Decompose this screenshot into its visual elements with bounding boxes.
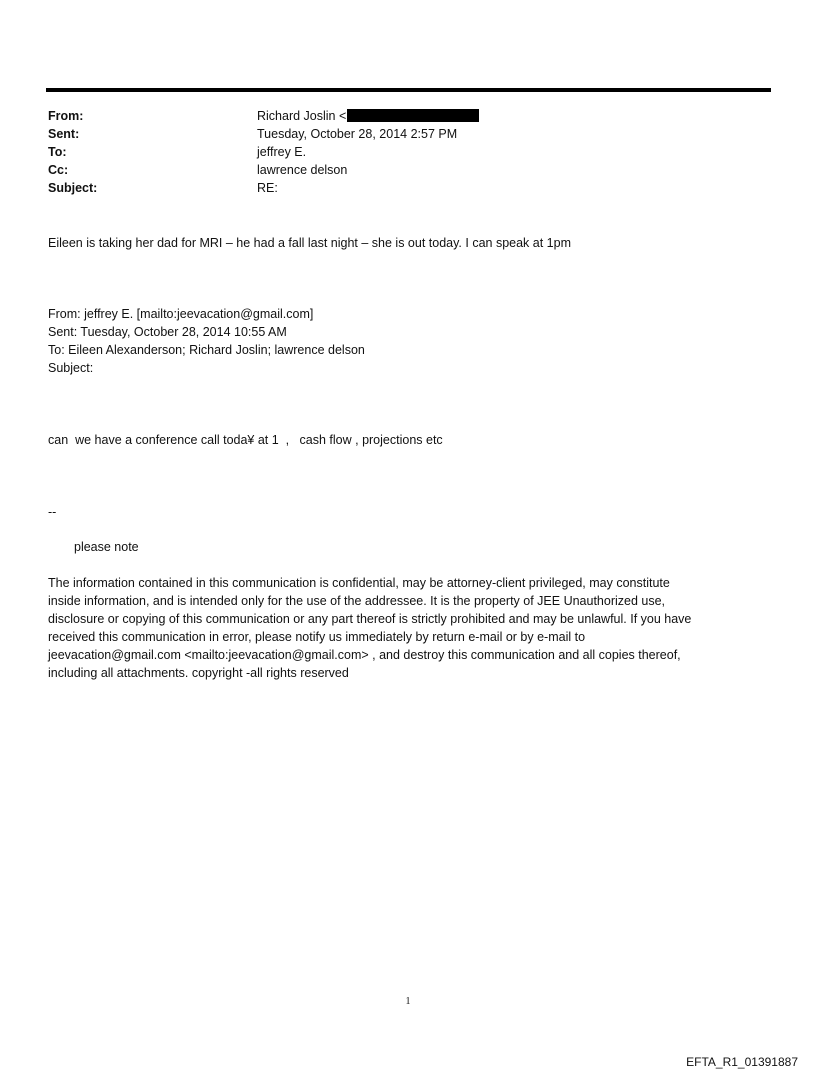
quoted-body: can we have a conference call toda¥ at 1 , cash flow , projections etc	[48, 433, 443, 447]
from-label: From:	[48, 109, 84, 123]
to-label: To:	[48, 145, 67, 159]
quoted-sent: Sent: Tuesday, October 28, 2014 10:55 AM	[48, 325, 287, 339]
subject-label: Subject:	[48, 181, 98, 195]
redaction-box	[347, 109, 479, 122]
subject-value: RE:	[257, 181, 278, 195]
from-name: Richard Joslin <	[257, 109, 347, 123]
quoted-to: To: Eileen Alexanderson; Richard Joslin; lawrence delson	[48, 343, 365, 357]
quoted-subject: Subject:	[48, 361, 94, 375]
reply-body: Eileen is taking her dad for MRI – he had a fall last night – she is out today. I can speak at 1pm	[48, 236, 571, 250]
from-row	[48, 107, 748, 125]
disclaimer-text: The information contained in this communication is confidential, may be attorney-client privileged, may constitute inside information, and is intended only for the use of the addressee. It is the property of JEE Unauthorized use, disclosure or copying of this communication or any part thereof is strictly prohibited and may be unlawful. If you have received this communication in error, please notify us immediately by return e-mail or by e-mail to jeevacation@gmail.com <mailto:jeevacation@gmail.com> , and destroy this communication and all copies thereof, including all attachments. copyright -all rights reserved	[48, 576, 692, 680]
cc-value: lawrence delson	[257, 163, 348, 177]
header-divider	[46, 88, 771, 92]
subject-row	[48, 179, 748, 197]
cc-row	[48, 161, 748, 179]
from-value	[257, 107, 479, 125]
page-number: 1	[405, 996, 411, 1007]
bates-number: EFTA_R1_01391887	[686, 1055, 798, 1069]
to-value: jeffrey E.	[257, 145, 307, 159]
sent-row	[48, 125, 748, 143]
to-row	[48, 143, 748, 161]
signature-note: please note	[74, 540, 139, 554]
signature-separator: --	[48, 505, 57, 519]
cc-label: Cc:	[48, 163, 69, 177]
quoted-from: From: jeffrey E. [mailto:jeevacation@gmail.com]	[48, 307, 314, 321]
sent-label: Sent:	[48, 127, 80, 141]
sent-value: Tuesday, October 28, 2014 2:57 PM	[257, 127, 458, 141]
